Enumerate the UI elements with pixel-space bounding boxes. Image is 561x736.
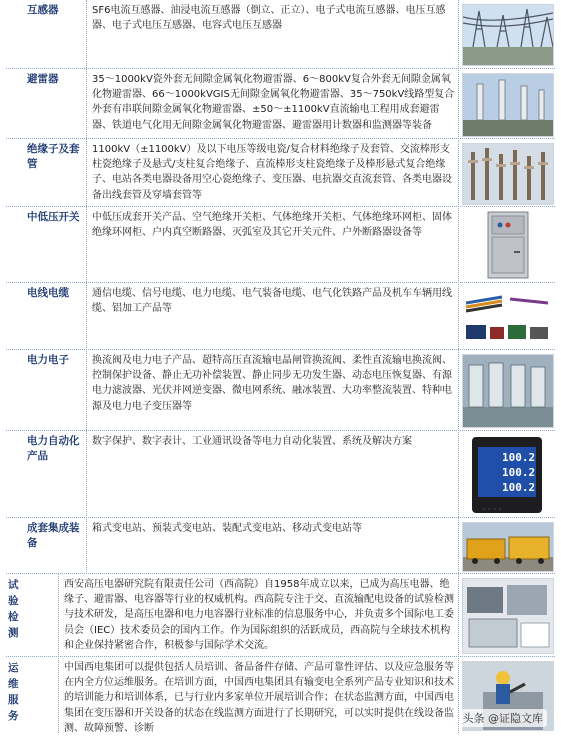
table-row bbox=[0, 207, 561, 282]
row-description: SF6电流互感器、油浸电流互感器（倒立、正立）、电子式电流互感器、电压互感器、电子式电压互感器、电容式电压互感器 bbox=[92, 5, 446, 32]
digital-meter-icon bbox=[462, 435, 552, 515]
table-row bbox=[0, 69, 561, 138]
category-label: 电线电缆 bbox=[27, 287, 69, 299]
category-label: 成套集成装备 bbox=[27, 522, 80, 549]
category-label: 绝缘子及套管 bbox=[27, 143, 80, 170]
svg-text:◦ ◦ ◦ ◦: ◦ ◦ ◦ ◦ bbox=[482, 506, 502, 513]
substation-photo-icon bbox=[462, 4, 554, 66]
table-row bbox=[0, 139, 561, 206]
table-row bbox=[0, 350, 561, 430]
row-description: 中国西电集团可以提供包括人员培训、备品备件存储、产品可靠性评估、以及应急服务等在内全方位运维服务。在培训方面，中国西电集团具有输变电全系列产品专业知识和技术的培训能力和培训体系，已与行业内多家单位开展培训合作；在状态监测方面，中国西电集团在变压器和开关设备的状态在线监测方面进行了长期研究，可以实时提供在线设备监测、故障预警、诊断 bbox=[64, 662, 454, 734]
row-description: 中低压成套开关产品、空气绝缘开关柜、气体绝缘开关柜、气体绝缘环网柜、固体绝缘环网柜、户内真空断路器、灭弧室及其它开关元件、户外断路器设备等 bbox=[92, 212, 452, 239]
arrester-photo-icon bbox=[462, 73, 554, 137]
mobile-substation-icon bbox=[462, 522, 554, 572]
category-label: 试验检测 bbox=[8, 579, 19, 639]
row-description: 1100kV（±1100kV）及以下电压等级电瓷/复合材料绝缘子及套管、交流棒形支柱瓷绝缘子及悬式/支柱复合绝缘子、直流棒形支柱瓷绝缘子及棒形悬式复合绝缘子、电站各类电器设备用空心瓷绝缘子、变压器、电抗器交直流套管、各类电器设备出线套管及穿墙套管等 bbox=[92, 144, 452, 201]
table-row bbox=[0, 518, 561, 573]
row-description: 换流阀及电力电子产品、超特高压直流输电晶闸管换流阀、柔性直流输电换流阀、控制保护设备、静止无功补偿装置、静止同步无功发生器、动态电压恢复器、有源电力滤波器、光伏并网逆变器、微电网系统、融冰装置、大功率整流装置、特种电源及电力电子变压器等 bbox=[92, 355, 452, 412]
watermark: 头条 @证隐文库 bbox=[459, 709, 548, 727]
table-row bbox=[0, 0, 561, 68]
category-label: 避雷器 bbox=[27, 73, 59, 85]
table-row bbox=[0, 574, 561, 656]
row-description: 数字保护、数字表计、工业通讯设备等电力自动化装置、系统及解决方案 bbox=[92, 436, 412, 447]
switchgear-cabinet-icon bbox=[486, 211, 530, 279]
category-label: 互感器 bbox=[27, 4, 59, 16]
row-description: 箱式变电站、预装式变电站、装配式变电站、移动式变电站等 bbox=[92, 523, 362, 534]
row-description: 35～1000kV瓷外套无间隙金属氧化物避雷器、6～800kV复合外套无间隙金属氧化物避雷器、66～1000kVGIS无间隙金属氧化物避雷器、35～750kV线路型复合外套有串联间隙金属氧化物避雷器、±50～±1100kV直流输电工程用成套避雷器、铁道电气化用无间隙金属氧化物避雷器、避雷器用计数器和监测器等装备 bbox=[92, 74, 455, 131]
category-label: 电力自动化产品 bbox=[27, 435, 80, 462]
table-row bbox=[0, 283, 561, 349]
cable-photo-icon bbox=[462, 287, 552, 345]
meter-reading: 100.2 bbox=[502, 481, 536, 494]
column-divider bbox=[86, 0, 87, 574]
test-lab-icon bbox=[462, 578, 554, 654]
category-label: 运维服务 bbox=[8, 662, 19, 722]
table-row bbox=[0, 431, 561, 517]
category-label: 电力电子 bbox=[27, 354, 69, 366]
insulator-photo-icon bbox=[462, 143, 554, 205]
category-label: 中低压开关 bbox=[27, 211, 80, 223]
column-divider bbox=[458, 0, 459, 733]
converter-hall-icon bbox=[462, 354, 554, 428]
meter-reading: 100.2 bbox=[502, 451, 536, 464]
column-divider bbox=[58, 574, 59, 733]
meter-reading: 100.2 bbox=[502, 466, 536, 479]
row-description: 西安高压电器研究院有限责任公司（西高院）自1958年成立以来，已成为高压电器、绝缘子、避雷器、电容器等行业的权威机构。西高院专注于交、直流输配电设备的试验检测与技术研发，是高压电器和电力电容器行业标准的信息服务中心，并负责多个国际电工委员会（IEC）技术委员会的国内工作。作为国际组织的活跃成员，西高院与全球技术机构和企业保持紧密合作，积极参与国际学术交流。 bbox=[64, 579, 454, 651]
row-description: 通信电缆、信号电缆、电力电缆、电气装备电缆、电气化铁路产品及机车车辆用线缆、铝加工产品等 bbox=[92, 288, 452, 315]
